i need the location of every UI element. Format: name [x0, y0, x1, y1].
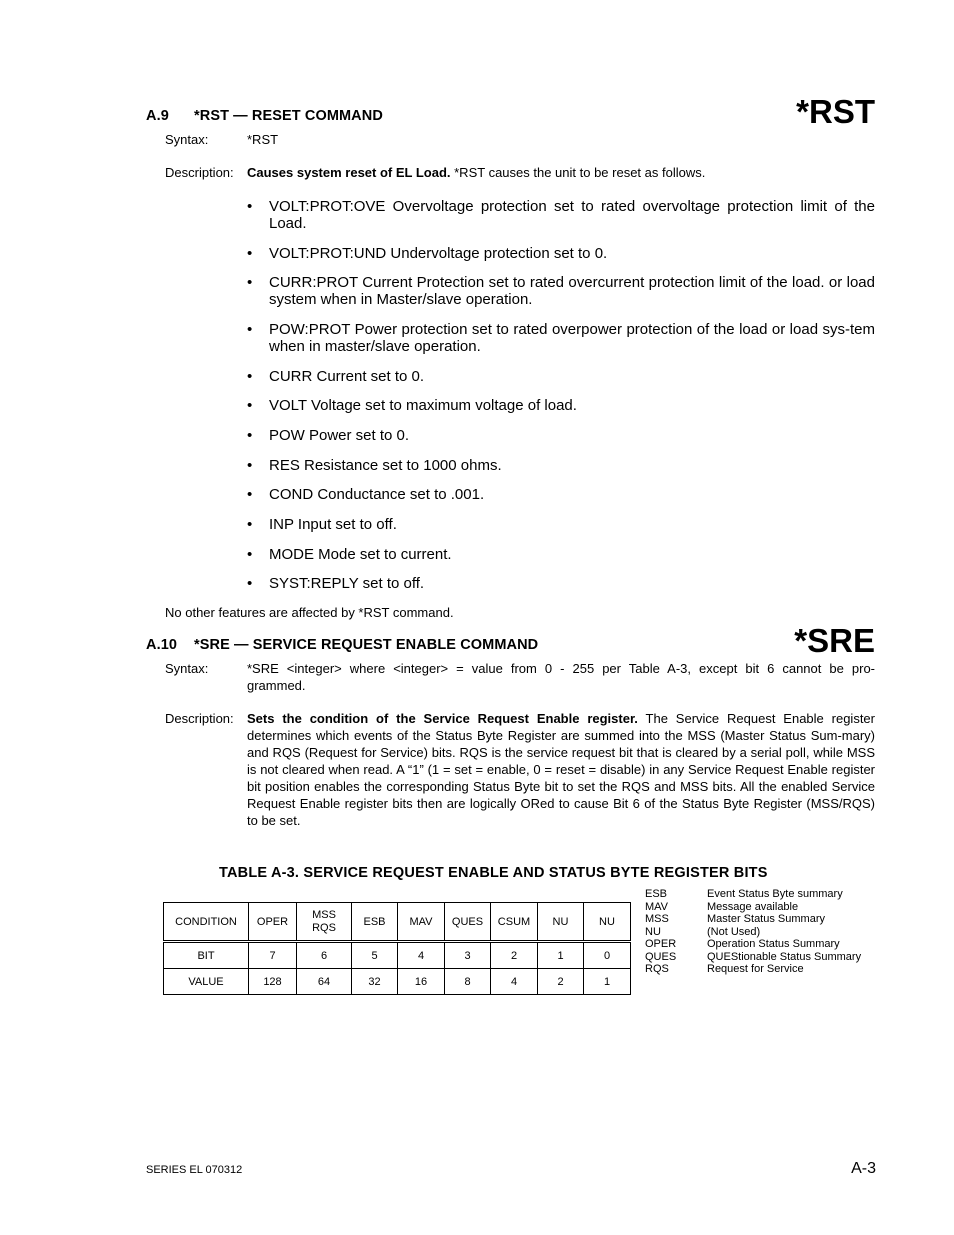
syntax-label: Syntax:	[165, 132, 209, 147]
bullet-text: POW Power set to 0.	[269, 427, 410, 444]
table-cell: 4	[491, 969, 538, 995]
section-number: A.10	[146, 637, 178, 653]
table-cell: MSS RQS	[297, 903, 352, 942]
bullet-marker: •	[247, 575, 253, 592]
section-heading-rst	[146, 108, 383, 124]
table-cell: NU	[538, 903, 584, 942]
bullet-marker: •	[247, 516, 253, 533]
table-cell: 8	[445, 969, 491, 995]
bullet-text: POW:PROT Power protection set to rated overpower protection of the load or load sys-tem when in master/slave operation.	[269, 321, 875, 355]
table-cell: 6	[297, 942, 352, 969]
legend-row	[645, 963, 861, 976]
bullet-text: INP Input set to off.	[269, 516, 397, 533]
description-text	[247, 710, 875, 829]
table-bit-row	[164, 942, 631, 969]
table-cell: 2	[538, 969, 584, 995]
bullet-item	[247, 368, 875, 385]
table-cell: OPER	[249, 903, 297, 942]
footer-series: SERIES EL 070312	[146, 1164, 243, 1176]
table-value-row	[164, 969, 631, 995]
legend-meaning: (Not Used)	[707, 925, 761, 938]
bullet-marker: •	[247, 457, 253, 474]
bullet-item	[247, 546, 875, 563]
page-number: A-3	[851, 1160, 876, 1177]
bullet-text: VOLT:PROT:UND Undervoltage protection set to 0.	[269, 245, 608, 262]
bullet-text: SYST:REPLY set to off.	[269, 575, 425, 592]
bullet-item	[247, 274, 875, 308]
table-cell: 1	[538, 942, 584, 969]
command-tag-sre: *SRE	[794, 622, 875, 659]
table-header-row	[164, 903, 631, 942]
table-cell: 64	[297, 969, 352, 995]
bullet-item	[247, 486, 875, 503]
bullet-item	[247, 321, 875, 355]
bullet-text: CURR:PROT Current Protection set to rated overcurrent protection limit of the load. or load system when in Master/slave operation.	[269, 274, 875, 308]
legend-row	[645, 926, 861, 939]
legend-row	[645, 888, 861, 901]
legend-meaning: Master Status Summary	[707, 913, 825, 925]
table-cell: NU	[584, 903, 631, 942]
table-cell: MAV	[398, 903, 445, 942]
bullet-item	[247, 245, 875, 262]
table-cell: 1	[584, 969, 631, 995]
legend-meaning: QUEStionable Status Summary	[707, 950, 862, 963]
bullet-text: CURR Current set to 0.	[269, 368, 425, 385]
legend-abbr: NU	[645, 925, 661, 938]
bullet-marker: •	[247, 198, 253, 215]
abbreviation-legend	[645, 888, 861, 976]
table-cell: BIT	[164, 942, 249, 969]
table-cell: 128	[249, 969, 297, 995]
section-heading-sre	[146, 637, 538, 653]
bullet-text: VOLT:PROT:OVE Overvoltage protection set to rated overvoltage protection limit of the Load.	[269, 198, 875, 232]
legend-meaning: Event Status Byte summary	[707, 888, 843, 900]
bullet-marker: •	[247, 245, 253, 262]
description-label: Description:	[165, 711, 234, 726]
legend-row	[645, 938, 861, 951]
bullet-marker: •	[247, 274, 253, 291]
bullet-marker: •	[247, 368, 253, 385]
syntax-value: *RST	[247, 132, 279, 147]
legend-meaning: Operation Status Summary	[707, 938, 840, 950]
description-label: Description:	[165, 165, 234, 180]
table-title: TABLE A-3. SERVICE REQUEST ENABLE AND STATUS BYTE REGISTER BITS	[219, 865, 768, 881]
bullet-marker: •	[247, 546, 253, 563]
table-cell: 3	[445, 942, 491, 969]
legend-row	[645, 913, 861, 926]
table-cell: 16	[398, 969, 445, 995]
section-number: A.9	[146, 108, 169, 124]
bullet-text: RES Resistance set to 1000 ohms.	[269, 457, 502, 474]
legend-abbr: RQS	[645, 963, 669, 975]
table-cell: CSUM	[491, 903, 538, 942]
section-title: *SRE — SERVICE REQUEST ENABLE COMMAND	[194, 637, 539, 653]
description-bold: Causes system reset of EL Load.	[247, 165, 451, 180]
bullet-marker: •	[247, 397, 253, 414]
table-cell: 0	[584, 942, 631, 969]
syntax-label: Syntax:	[165, 661, 209, 676]
table-cell: 5	[352, 942, 398, 969]
description-body: *RST causes the unit to be reset as follows.	[450, 165, 706, 180]
table-cell: 7	[249, 942, 297, 969]
bullet-item	[247, 516, 875, 533]
bullet-item	[247, 575, 875, 592]
legend-abbr: MSS	[645, 913, 669, 925]
syntax-value: *SRE <integer> where <integer> = value from 0 - 255 per Table A-3, except bit 6 cannot be pro-grammed.	[247, 661, 875, 693]
bullet-item	[247, 427, 875, 444]
closing-note: No other features are affected by *RST command.	[165, 605, 454, 620]
legend-abbr: MAV	[645, 900, 669, 913]
bullet-marker: •	[247, 321, 253, 338]
legend-row	[645, 951, 861, 964]
table-cell: QUES	[445, 903, 491, 942]
description-text	[247, 165, 705, 180]
legend-meaning: Message available	[707, 900, 799, 913]
legend-meaning: Request for Service	[707, 963, 804, 975]
description-bold: Sets the condition of the Service Request Enable register.	[247, 711, 638, 726]
section-title: *RST — RESET COMMAND	[194, 108, 383, 124]
bullet-item	[247, 397, 875, 414]
bullet-text: MODE Mode set to current.	[269, 546, 452, 563]
legend-abbr: QUES	[645, 950, 677, 963]
bullet-text: VOLT Voltage set to maximum voltage of load.	[269, 397, 577, 414]
bullet-text: COND Conductance set to .001.	[269, 486, 485, 503]
table-cell: CONDITION	[164, 903, 249, 942]
register-bits-table	[163, 902, 631, 995]
bullet-marker: •	[247, 486, 253, 503]
bullet-marker: •	[247, 427, 253, 444]
legend-abbr: ESB	[645, 888, 668, 900]
table-cell: 4	[398, 942, 445, 969]
description-body: The Service Request Enable register determines which events of the Status Byte Register are summed into the MSS (Master Status Sum-mary) and RQS (Request for Service) bits. RQS is the service request bit that is cleared by a serial poll, while MSS is not cleared when read. A “1” (1 = set = enable, 0 = reset = disable) in any Service Request Enable register bit position enables the corresponding Status Byte bit to set the RQS and MSS bits. All the enabled Service Request Enable register bits then are logically ORed to cause Bit 6 of the Status Byte Register (MSS/RQS) to be set.	[247, 711, 875, 828]
command-tag-rst: *RST	[796, 93, 875, 130]
bullet-item	[247, 457, 875, 474]
legend-abbr: OPER	[645, 938, 677, 950]
bullet-item	[247, 198, 875, 232]
table-cell: 32	[352, 969, 398, 995]
table-cell: ESB	[352, 903, 398, 942]
table-cell: VALUE	[164, 969, 249, 995]
legend-row	[645, 901, 861, 914]
table-cell: 2	[491, 942, 538, 969]
